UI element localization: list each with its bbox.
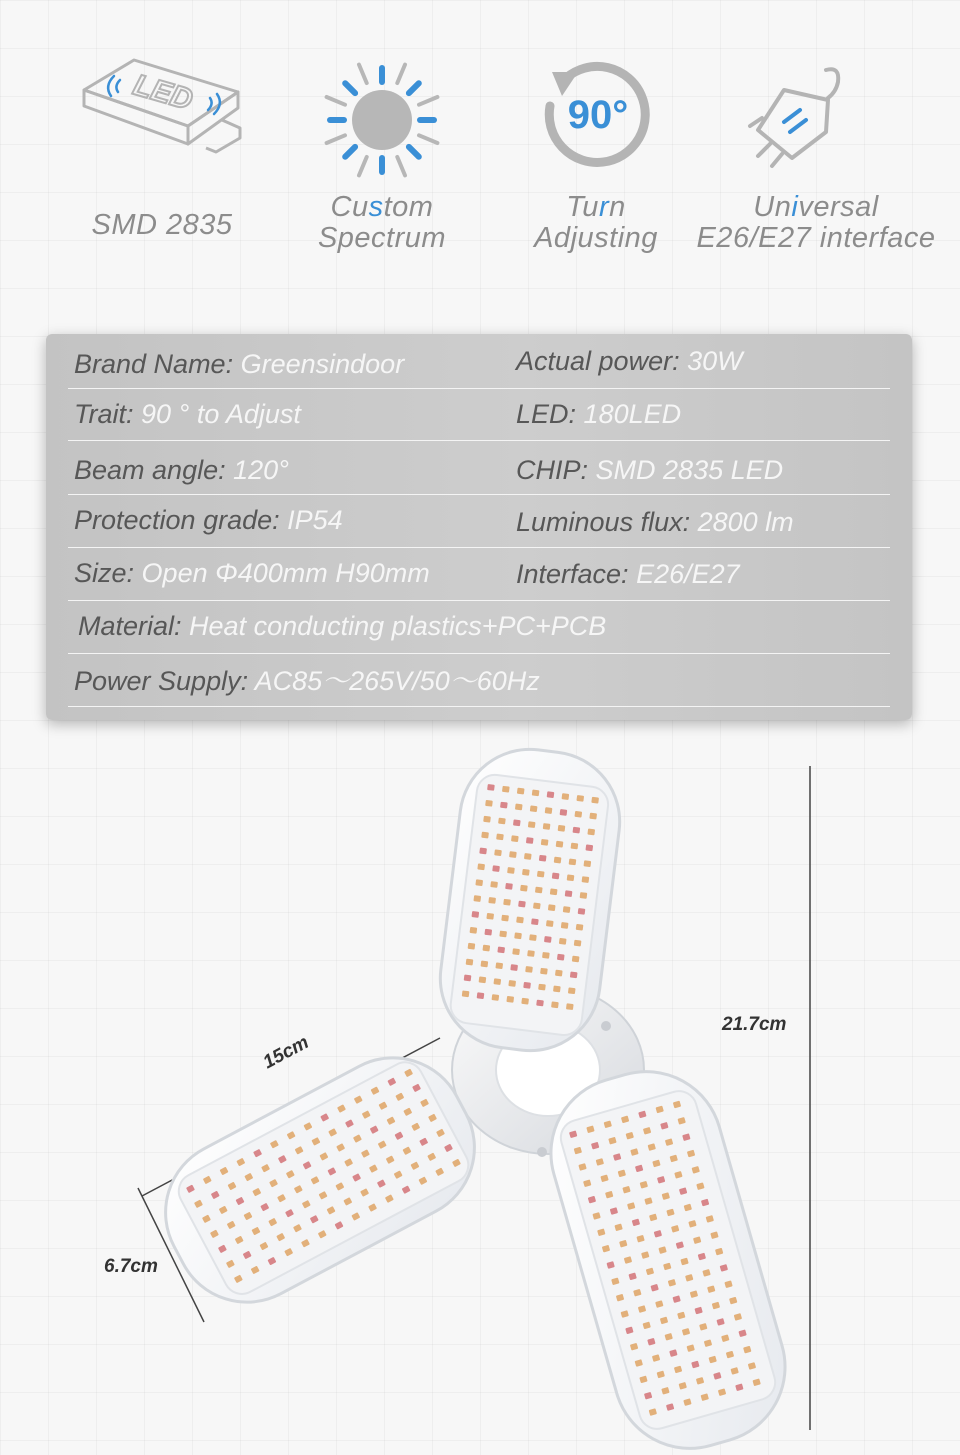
led-dot — [545, 807, 553, 814]
led-dot — [548, 904, 556, 911]
spec-led: LED: 180LED — [516, 399, 682, 429]
led-dot — [495, 962, 503, 969]
led-dot — [526, 837, 534, 844]
feature-spectrum — [282, 0, 482, 290]
led-dot — [486, 913, 494, 920]
led-dot — [531, 918, 539, 925]
sun-ray — [345, 147, 355, 157]
led-dot — [468, 943, 476, 950]
led-dot — [497, 946, 505, 953]
led-dot — [479, 976, 487, 983]
led-dot — [494, 849, 502, 856]
spec-divider — [68, 388, 890, 389]
led-dot — [517, 788, 525, 795]
led-dot — [485, 800, 493, 807]
sun-ray — [345, 83, 355, 93]
led-dot — [558, 825, 566, 832]
led-dot — [544, 936, 552, 943]
led-dot — [530, 805, 538, 812]
led-dot — [477, 863, 485, 870]
led-dot — [518, 901, 526, 908]
product-illustration — [0, 740, 960, 1450]
spec-divider — [68, 653, 890, 654]
sun-ray — [327, 135, 345, 143]
led-dot — [578, 908, 586, 915]
led-dot — [509, 851, 517, 858]
led-dot — [527, 950, 535, 957]
led-dot — [546, 920, 554, 927]
led-dot — [475, 879, 483, 886]
led-dot — [559, 938, 567, 945]
led-dot — [462, 990, 470, 997]
led-dot — [535, 887, 543, 894]
led-dot — [481, 832, 489, 839]
led-dot — [553, 986, 561, 993]
sun-ray — [397, 157, 405, 175]
feature-label-interface: Universal E26/E27 interface — [696, 191, 936, 254]
rotate-90-icon — [538, 58, 654, 174]
led-dot — [479, 848, 487, 855]
led-dot — [585, 844, 593, 851]
led-chip-text: LED — [129, 68, 197, 117]
led-dot — [547, 791, 555, 798]
led-dot — [470, 927, 478, 934]
led-dot — [582, 876, 590, 883]
led-dot — [521, 998, 529, 1005]
led-dot — [482, 945, 490, 952]
spec-protection: Protection grade: IP54 — [74, 505, 343, 535]
led-dot — [492, 994, 500, 1001]
spec-divider — [68, 494, 890, 495]
spec-interface: Interface: E26/E27 — [516, 559, 740, 589]
rotate-90-text: 90° — [567, 93, 629, 137]
led-dot — [501, 915, 509, 922]
led-dot — [576, 795, 584, 802]
led-dot — [516, 917, 524, 924]
led-dot — [541, 839, 549, 846]
lamp-panel-left — [140, 1032, 500, 1327]
led-dot — [471, 911, 479, 918]
led-dot — [568, 987, 576, 994]
led-dot — [507, 867, 515, 874]
lamp-panel-right — [533, 1054, 803, 1450]
sun-ray — [359, 157, 367, 175]
led-dot — [505, 883, 513, 890]
led-dot — [523, 982, 531, 989]
bulb-socket-icon — [744, 60, 854, 170]
led-dot — [522, 869, 530, 876]
led-dot — [569, 858, 577, 865]
dimension-label-width: 6.7cm — [104, 1256, 158, 1277]
led-dot — [570, 971, 578, 978]
led-dot — [551, 1001, 559, 1008]
led-dot — [502, 786, 510, 793]
spec-table — [46, 334, 912, 720]
spec-beam: Beam angle: 120° — [74, 455, 289, 485]
spec-size: Size: Open Φ400mm H90mm — [74, 558, 430, 588]
led-dot — [536, 1000, 544, 1007]
led-dot — [573, 827, 581, 834]
sun-ray — [409, 83, 419, 93]
spec-chip: CHIP: SMD 2835 LED — [516, 455, 784, 485]
led-dot — [488, 897, 496, 904]
led-dot — [500, 802, 508, 809]
dimension-label-length: 15cm — [259, 1031, 313, 1074]
led-dot — [532, 789, 540, 796]
led-dot — [510, 964, 518, 971]
led-dot — [498, 818, 506, 825]
led-dot — [513, 819, 521, 826]
led-dot — [464, 975, 472, 982]
led-dot — [574, 811, 582, 818]
led-dot — [466, 959, 474, 966]
led-dot — [584, 860, 592, 867]
spec-divider — [68, 706, 890, 707]
feature-interface — [688, 0, 944, 290]
spec-divider — [68, 547, 890, 548]
led-dot — [572, 956, 580, 963]
spec-material: Material: Heat conducting plastics+PC+PCB — [78, 611, 607, 641]
led-dot — [538, 984, 546, 991]
feature-label-turn: Turn Adjusting — [534, 191, 658, 254]
sun-ray — [419, 135, 437, 143]
led-dot — [533, 902, 541, 909]
led-dot — [514, 932, 522, 939]
feature-smd — [62, 0, 262, 290]
led-dot — [566, 1003, 574, 1010]
led-dot — [477, 992, 485, 999]
grow-light-product-image — [0, 740, 960, 1450]
led-dot — [591, 797, 599, 804]
led-dot — [565, 890, 573, 897]
feature-turn — [496, 0, 696, 290]
led-dot — [528, 821, 536, 828]
led-dot — [574, 940, 582, 947]
led-dot — [560, 809, 568, 816]
led-dot — [563, 906, 571, 913]
spec-divider — [68, 440, 890, 441]
led-dot — [587, 829, 595, 836]
led-dot — [589, 813, 597, 820]
feature-label-smd: SMD 2835 — [91, 209, 233, 241]
led-dot — [496, 833, 504, 840]
sun-spectrum-icon — [320, 58, 444, 182]
led-dot — [506, 996, 514, 1003]
led-dot — [571, 843, 579, 850]
led-dot — [481, 961, 489, 968]
led-dot — [567, 874, 575, 881]
led-dot — [576, 924, 584, 931]
led-dot — [529, 934, 537, 941]
led-dot — [580, 892, 588, 899]
feature-row — [0, 0, 960, 290]
led-dot — [525, 966, 533, 973]
led-dot — [512, 948, 520, 955]
led-dot — [542, 952, 550, 959]
led-chip-icon — [76, 52, 248, 170]
led-dot — [493, 978, 501, 985]
sun-ray — [409, 147, 419, 157]
spec-flux: Luminous flux: 2800 lm — [516, 507, 794, 537]
led-dot — [555, 970, 563, 977]
led-dot — [511, 835, 519, 842]
led-dot — [487, 784, 495, 791]
led-dot — [540, 968, 548, 975]
led-dot — [492, 865, 500, 872]
led-dot — [503, 899, 511, 906]
led-dot — [484, 929, 492, 936]
led-dot — [483, 816, 491, 823]
led-dot — [561, 922, 569, 929]
led-dot — [556, 841, 564, 848]
spec-trait: Trait: 90 ° to Adjust — [74, 399, 301, 429]
led-dot — [557, 954, 565, 961]
sun-ray — [397, 65, 405, 83]
sun-ray — [327, 97, 345, 105]
dimension-label-height: 21.7cm — [722, 1014, 787, 1035]
led-dot — [473, 895, 481, 902]
led-dot — [520, 885, 528, 892]
spec-brand: Brand Name: Greensindoor — [74, 349, 405, 379]
sun-ray — [359, 65, 367, 83]
feature-label-spectrum: Custom Spectrum — [317, 191, 447, 254]
led-dot — [524, 853, 532, 860]
led-dot — [537, 871, 545, 878]
led-dot — [539, 855, 547, 862]
led-dot — [562, 793, 570, 800]
led-dot — [554, 857, 562, 864]
led-dot — [552, 873, 560, 880]
spec-power: Actual power: 30W — [516, 346, 743, 376]
sun-ray — [419, 97, 437, 105]
spec-power-supply: Power Supply: AC85～265V/50～60Hz — [74, 666, 540, 696]
led-dot — [543, 823, 551, 830]
led-dot — [550, 888, 558, 895]
spec-divider — [68, 600, 890, 601]
led-dot — [499, 931, 507, 938]
led-dot — [490, 881, 498, 888]
led-dot — [508, 980, 516, 987]
led-dot — [515, 804, 523, 811]
